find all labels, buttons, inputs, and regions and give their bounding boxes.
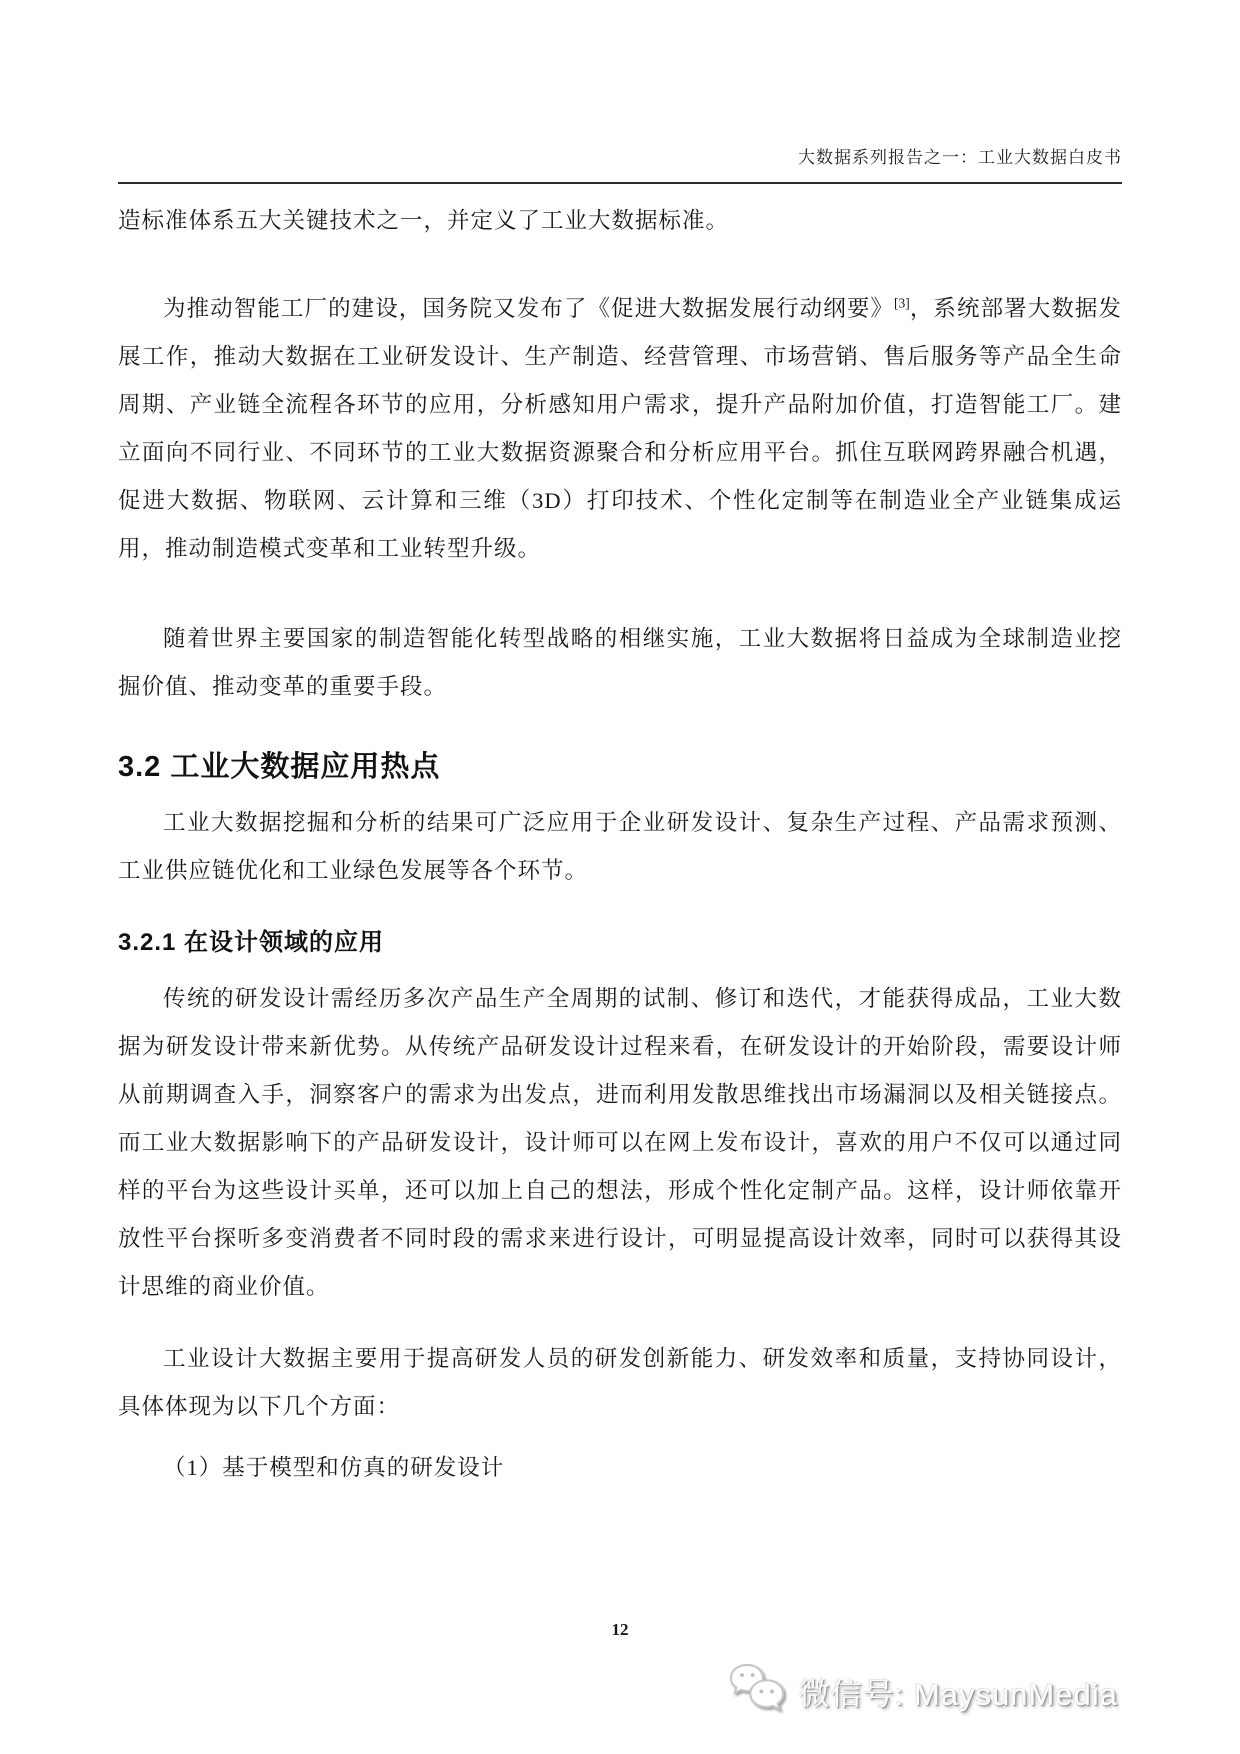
wechat-watermark <box>727 1662 1118 1720</box>
page-number: 12 <box>611 1620 629 1639</box>
running-head-title: 大数据系列报告之一：工业大数据白皮书 <box>798 148 1122 167</box>
paragraph-policy-text-after: ，系统部署大数据发展工作，推动大数据在工业研发设计、生产制造、经营管理、市场营销、售后服务等产品全生命周期、产业链全流程各环节的应用，分析感知用户需求，提升产品附加价值，打造智能工厂。建立面向不同行业、不同环节的工业大数据资源聚合和分析应用平台。抓住互联网跨界融合机遇，促进大数据、物联网、云计算和三维（3D）打印技术、个性化定制等在制造业全产业链集成运用，推动制造模式变革和工业转型升级。 <box>118 296 1122 561</box>
section-heading-3-2: 3.2 工业大数据应用热点 <box>118 751 441 783</box>
paragraph-section-intro: 工业大数据挖掘和分析的结果可广泛应用于企业研发设计、复杂生产过程、产品需求预测、工业供应链优化和工业绿色发展等各个环节。 <box>118 810 1122 883</box>
document-body <box>0 197 1240 1492</box>
citation-superscript: [3] <box>894 295 910 311</box>
paragraph-design-application: 传统的研发设计需经历多次产品生产全周期的试制、修订和迭代，才能获得成品，工业大数据为研发设计带来新优势。从传统产品研发设计过程来看，在研发设计的开始阶段，需要设计师从前期调查入手，洞察客户的需求为出发点，进而利用发散思维找出市场漏洞以及相关链接点。而工业大数据影响下的产品研发设计，设计师可以在网上发布设计，喜欢的用户不仅可以通过同样的平台为这些设计买单，还可以加上自己的想法，形成个性化定制产品。这样，设计师依靠开放性平台探听多变消费者不同时段的需求来进行设计，可明显提高设计效率，同时可以获得其设计思维的商业价值。 <box>118 986 1122 1299</box>
paragraph-continuation: 造标准体系五大关键技术之一，并定义了工业大数据标准。 <box>118 208 730 233</box>
list-item-model-simulation: （1）基于模型和仿真的研发设计 <box>163 1455 505 1480</box>
paragraph-global-trend: 随着世界主要国家的制造智能化转型战略的相继实施，工业大数据将日益成为全球制造业挖掘价值、推动变革的重要手段。 <box>118 626 1122 699</box>
header-rule <box>118 182 1122 184</box>
wechat-account-label: 微信号: MaysunMedia <box>798 1676 1118 1712</box>
page-header <box>0 0 1240 184</box>
wechat-icon <box>727 1662 789 1720</box>
paragraph-policy <box>118 285 1122 573</box>
paragraph-design-bigdata-uses: 工业设计大数据主要用于提高研发人员的研发创新能力、研发效率和质量，支持协同设计，具体体现为以下几个方面： <box>118 1346 1122 1419</box>
paragraph-policy-text-before: 为推动智能工厂的建设，国务院又发布了《促进大数据发展行动纲要》 <box>163 296 894 321</box>
subsection-heading-3-2-1: 3.2.1 在设计领域的应用 <box>118 929 385 956</box>
